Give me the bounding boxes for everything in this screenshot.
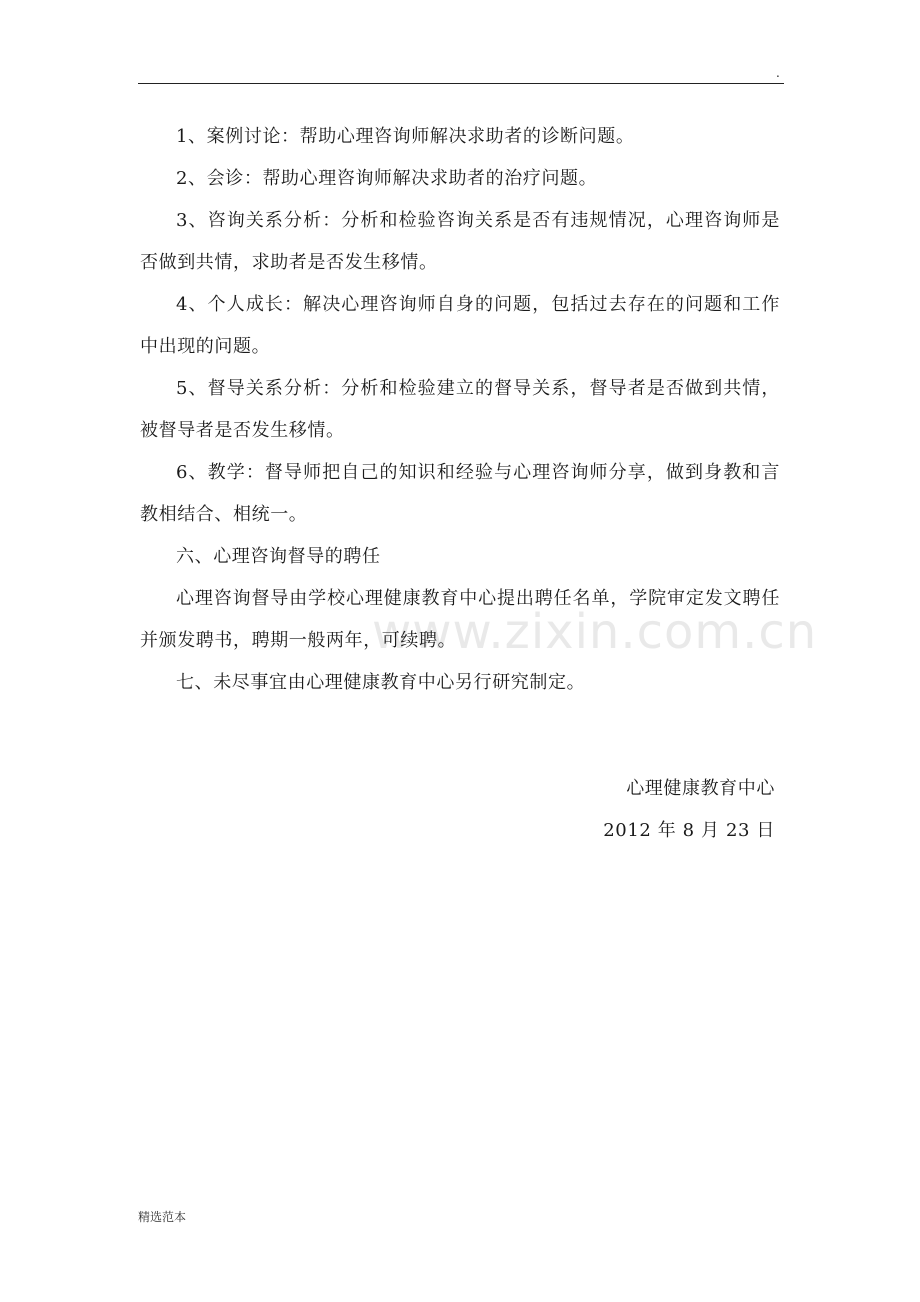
section-heading-seven: 七、未尽事宜由心理健康教育中心另行研究制定。	[176, 672, 586, 693]
paragraph-item-3: 3、咨询关系分析：分析和检验咨询关系是否有违规情况，心理咨询师是否做到共情，求助者是否发生移情。	[140, 210, 780, 273]
document-body	[140, 116, 780, 704]
paragraph-appointment: 心理咨询督导由学校心理健康教育中心提出聘任名单，学院审定发文聘任并颁发聘书，聘期一般两年，可续聘。	[140, 588, 780, 651]
paragraph-item-1: 1、案例讨论：帮助心理咨询师解决求助者的诊断问题。	[176, 126, 635, 147]
watermark: www.zixin.com.cn	[372, 604, 818, 660]
paragraph-item-4: 4、个人成长：解决心理咨询师自身的问题，包括过去存在的问题和工作中出现的问题。	[140, 294, 780, 357]
footer-label: 精选范本	[138, 1210, 187, 1224]
signature-block	[603, 768, 775, 852]
paragraph-item-5: 5、督导关系分析：分析和检验建立的督导关系，督导者是否做到共情，被督导者是否发生移情。	[140, 378, 780, 441]
header-rule	[138, 83, 784, 84]
signature-org: 心理健康教育中心	[626, 778, 775, 799]
signature-date: 2012 年 8 月 23 日	[603, 820, 775, 841]
header-mark: .	[776, 66, 780, 80]
section-heading-six: 六、心理咨询督导的聘任	[176, 546, 381, 567]
paragraph-item-2: 2、会诊：帮助心理咨询师解决求助者的治疗问题。	[176, 168, 598, 189]
paragraph-item-6: 6、教学：督导师把自己的知识和经验与心理咨询师分享，做到身教和言教相结合、相统一。	[140, 462, 780, 525]
